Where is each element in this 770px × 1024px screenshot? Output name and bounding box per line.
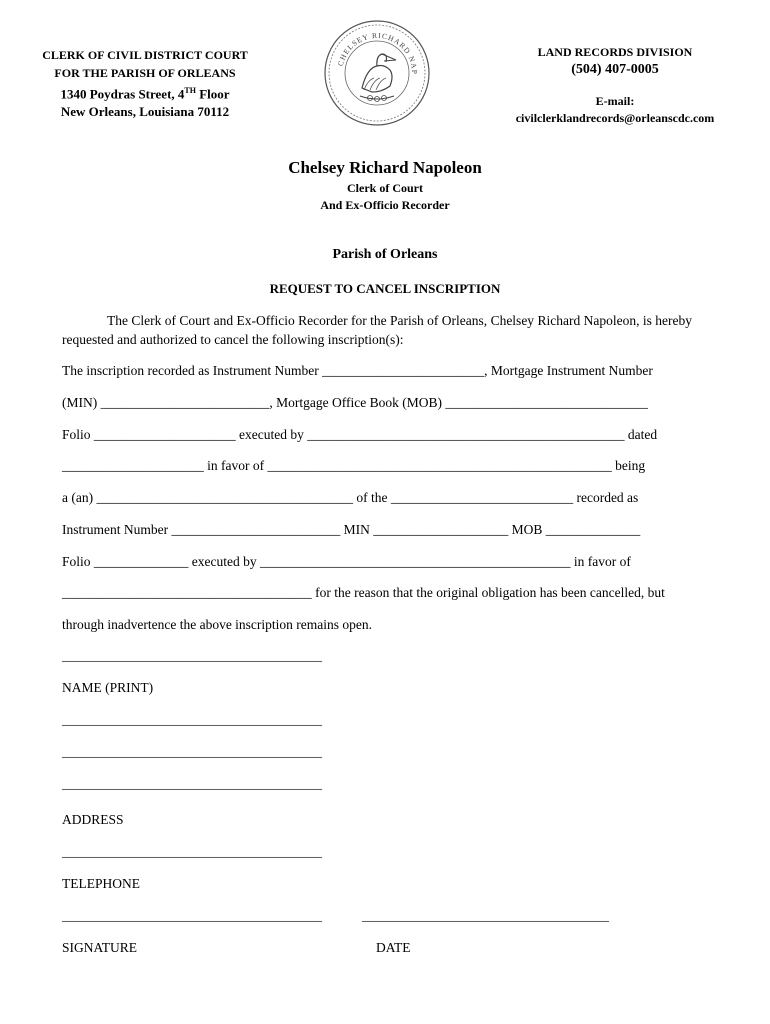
seal-text: CHELSEY RICHARD NAP [335,30,420,75]
name-print-line[interactable]: ________________________________________ [62,648,322,663]
division-contact-block [495,44,735,127]
address-line-2[interactable]: ________________________________________ [62,744,322,759]
court-name: CLERK OF CIVIL DISTRICT COURT [42,48,248,62]
form-title: REQUEST TO CANCEL INSCRIPTION [269,281,501,296]
court-address-block [20,46,270,121]
telephone-label: TELEPHONE [62,876,140,891]
division-name: LAND RECORDS DIVISION [537,45,693,59]
signature-label: SIGNATURE [62,940,138,955]
form-line-instrument-min-mob[interactable]: Instrument Number _________________________ MIN ____________________ MOB ______________ [62,522,641,537]
form-line-remains-open: through inadvertence the above inscription remains open. [62,617,373,632]
clerk-title: Clerk of Court [347,181,423,195]
division-email: civilclerklandrecords@orleanscdc.com [515,111,715,125]
intro-paragraph: The Clerk of Court and Ex-Officio Recorder for the Parish of Orleans, Chelsey Richard Napoleon, is hereby requested and authorized to cancel the following inscription(s): [62,313,692,347]
pelican-seal-icon [322,18,432,128]
telephone-line[interactable]: ________________________________________ [62,844,322,859]
form-line-folio-executed[interactable]: Folio _____________________ executed by _______________________________________________ dated [62,427,658,442]
signature-line[interactable]: ________________________________________ [62,908,322,923]
street-address: 1340 Poydras Street, 4TH Floor [60,86,230,102]
name-print-label: NAME (PRINT) [62,680,154,695]
form-line-folio-executed-favor[interactable]: Folio ______________ executed by ______________________________________________ in favor of [62,554,631,569]
date-label: DATE [376,940,411,955]
email-label: E-mail: [595,94,635,108]
division-phone: (504) 407-0005 [571,62,659,77]
form-line-reason[interactable]: _____________________________________ for the reason that the original obligation has been cancelled, but [62,585,665,600]
form-line-min-mob[interactable]: (MIN) _________________________, Mortgage Office Book (MOB) ______________________________ [62,395,648,410]
parish-title: Parish of Orleans [332,247,438,262]
form-line-of-the[interactable]: a (an) ______________________________________ of the ___________________________ recorded as [62,490,639,505]
date-line[interactable]: ______________________________________ [362,908,609,923]
clerk-name: Chelsey Richard Napoleon [288,158,482,177]
parish-name-header: FOR THE PARISH OF ORLEANS [54,66,236,80]
svg-text:CHELSEY RICHARD NAPOLEON [322,18,419,75]
address-line-1[interactable]: ________________________________________ [62,712,322,727]
address-label: ADDRESS [62,812,124,827]
address-line-3[interactable]: ________________________________________ [62,776,322,791]
form-line-in-favor[interactable]: _____________________ in favor of ___________________________________________________ being [62,458,646,473]
form-line-instrument[interactable]: The inscription recorded as Instrument Number ________________________, Mortgage Instrument Number [62,363,653,378]
recorder-title: And Ex-Officio Recorder [320,198,450,212]
city-state-zip: New Orleans, Louisiana 70112 [60,104,230,120]
